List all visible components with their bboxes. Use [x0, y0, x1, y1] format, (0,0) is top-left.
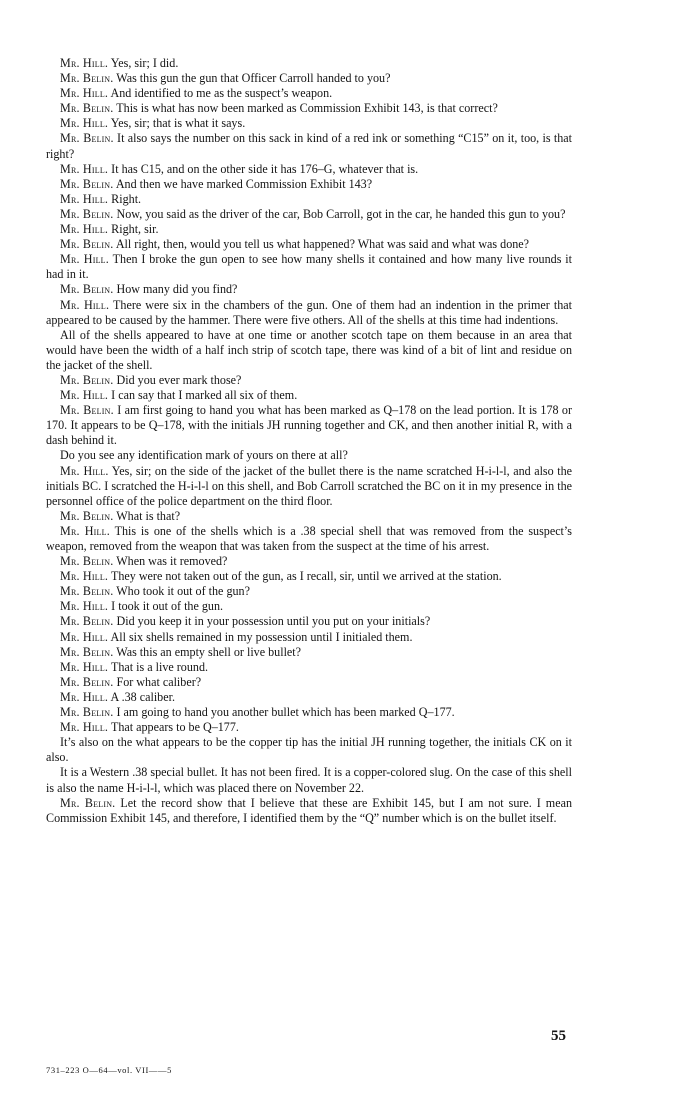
- paragraph-text: Yes, sir; I did.: [110, 56, 179, 70]
- transcript-paragraph: [46, 735, 572, 765]
- paragraph-text: Who took it out of the gun?: [116, 584, 250, 599]
- transcript-paragraph: [46, 614, 572, 629]
- speaker-name: Mr. Belin.: [60, 795, 116, 810]
- transcript-paragraph: [46, 448, 572, 463]
- speaker-name: Mr. Belin.: [60, 614, 114, 629]
- transcript-paragraph: [46, 645, 572, 660]
- transcript-paragraph: [46, 509, 572, 524]
- speaker-name: Mr. Hill.: [60, 629, 109, 644]
- speaker-name: Mr. Hill.: [60, 297, 110, 312]
- transcript-paragraph: [46, 630, 572, 645]
- paragraph-text: Right, sir.: [111, 222, 159, 237]
- paragraph-text: And identified to me as the suspect’s weapon.: [110, 86, 333, 101]
- speaker-name: Mr. Hill.: [60, 569, 109, 584]
- speaker-name: Mr. Hill.: [60, 388, 109, 403]
- paragraph-text: All of the shells appeared to have at one time or another scotch tape on them because in an area that would have been the width of a half inch strip of scotch tape, there was kind of a bit of lint and residue on the jacket of the shell.: [46, 327, 572, 372]
- paragraph-text: I am first going to hand you what has been marked as Q–178 on the lead portion. It is 178 or 170. It appears to be Q–178, with the initials JH running together and CK, and then another initial R, with a dash behind it.: [46, 403, 572, 448]
- transcript-paragraph: [46, 765, 572, 795]
- speaker-name: Mr. Belin.: [60, 71, 114, 86]
- paragraph-text: That is a live round.: [110, 659, 209, 674]
- transcript-paragraph: [46, 71, 572, 86]
- paragraph-text: What is that?: [116, 508, 181, 523]
- transcript-paragraph: [46, 56, 572, 71]
- transcript-paragraph: [46, 86, 572, 101]
- speaker-name: Mr. Belin.: [60, 282, 114, 297]
- speaker-name: Mr. Belin.: [60, 101, 114, 116]
- speaker-name: Mr. Hill.: [60, 659, 109, 674]
- speaker-name: Mr. Belin.: [60, 131, 114, 146]
- paragraph-text: I took it out of the gun.: [111, 599, 224, 614]
- paragraph-text: Right.: [111, 191, 142, 206]
- transcript-paragraph: [46, 464, 572, 509]
- transcript-paragraph: [46, 177, 572, 192]
- transcript-paragraph: [46, 796, 572, 826]
- paragraph-text: I am going to hand you another bullet which has been marked Q–177.: [116, 705, 455, 720]
- transcript-paragraph: [46, 584, 572, 599]
- speaker-name: Mr. Hill.: [60, 161, 109, 176]
- paragraph-text: This is what has now been marked as Commission Exhibit 143, is that correct?: [116, 101, 498, 116]
- paragraph-text: Did you keep it in your possession until you put on your initials?: [116, 614, 431, 629]
- transcript-paragraph: [46, 222, 572, 237]
- paragraph-text: They were not taken out of the gun, as I recall, sir, until we arrived at the station.: [110, 569, 502, 584]
- paragraph-text: Yes, sir; that is what it says.: [110, 116, 246, 131]
- speaker-name: Mr. Belin.: [60, 554, 114, 569]
- speaker-name: Mr. Hill.: [60, 252, 109, 267]
- speaker-name: Mr. Belin.: [60, 584, 114, 599]
- speaker-name: Mr. Hill.: [60, 191, 109, 206]
- page-number: 55: [551, 1028, 566, 1044]
- speaker-name: Mr. Belin.: [60, 705, 114, 720]
- speaker-name: Mr. Belin.: [60, 403, 114, 418]
- paragraph-text: For what caliber?: [116, 674, 202, 689]
- speaker-name: Mr. Hill.: [60, 56, 109, 70]
- transcript-paragraph: [46, 599, 572, 614]
- speaker-name: Mr. Hill.: [60, 599, 109, 614]
- speaker-name: Mr. Belin.: [60, 372, 114, 387]
- paragraph-text: I can say that I marked all six of them.: [111, 388, 298, 403]
- transcript-paragraph: [46, 720, 572, 735]
- transcript-paragraph: [46, 192, 572, 207]
- speaker-name: Mr. Belin.: [60, 644, 114, 659]
- transcript-paragraph: [46, 282, 572, 297]
- speaker-name: Mr. Belin.: [60, 674, 114, 689]
- transcript-paragraph: [46, 569, 572, 584]
- paragraph-text: It also says the number on this sack in kind of a red ink or something “C15” on it, too, is that right?: [46, 131, 572, 161]
- transcript-paragraph: [46, 554, 572, 569]
- transcript-paragraph: [46, 162, 572, 177]
- speaker-name: Mr. Belin.: [60, 237, 114, 252]
- speaker-name: Mr. Hill.: [60, 86, 109, 101]
- transcript-paragraph: [46, 252, 572, 282]
- paragraph-text: Yes, sir; on the side of the jacket of the bullet there is the name scratched H-i-l-l, and also the initials BC. I scratched the H-i-l-l on this shell, and Bob Carroll scratched the BC on it in my presence in the personnel office of the police department on the third floor.: [46, 463, 572, 508]
- transcript-paragraph: [46, 524, 572, 554]
- transcript-paragraph: [46, 328, 572, 373]
- paragraph-text: It is a Western .38 special bullet. It has not been fired. It is a copper-colored slug. On the case of this shell is also the name H-i-l-l, which was placed there on November 22.: [46, 765, 572, 795]
- paragraph-text: It has C15, and on the other side it has 176–G, whatever that is.: [111, 161, 419, 176]
- paragraph-text: Was this gun the gun that Officer Carroll handed to you?: [116, 71, 391, 86]
- transcript-paragraph: [46, 237, 572, 252]
- transcript-paragraph: [46, 705, 572, 720]
- transcript-paragraph: [46, 116, 572, 131]
- speaker-name: Mr. Belin.: [60, 176, 114, 191]
- paragraph-text: That appears to be Q–177.: [110, 720, 239, 735]
- transcript-paragraph: [46, 675, 572, 690]
- transcript-paragraph: [46, 101, 572, 116]
- transcript-paragraph: [46, 388, 572, 403]
- transcript-paragraph: [46, 403, 572, 448]
- speaker-name: Mr. Belin.: [60, 508, 114, 523]
- paragraph-text: When was it removed?: [116, 554, 228, 569]
- paragraph-text: And then we have marked Commission Exhibit 143?: [115, 176, 373, 191]
- paragraph-text: All six shells remained in my possession until I initialed them.: [110, 629, 413, 644]
- paragraph-text: All right, then, would you tell us what happened? What was said and what was done?: [115, 237, 530, 252]
- speaker-name: Mr. Hill.: [60, 720, 109, 735]
- transcript-paragraph: [46, 690, 572, 705]
- speaker-name: Mr. Hill.: [60, 116, 109, 131]
- paragraph-text: Now, you said as the driver of the car, Bob Carroll, got in the car, he handed this gun to you?: [116, 206, 566, 221]
- transcript-paragraph: [46, 298, 572, 328]
- paragraph-text: How many did you find?: [116, 282, 238, 297]
- transcript-paragraph: [46, 131, 572, 161]
- paragraph-text: A .38 caliber.: [110, 689, 175, 704]
- speaker-name: Mr. Belin.: [60, 206, 114, 221]
- paragraph-text: It’s also on the what appears to be the copper tip has the initial JH running together, the initials CK on it also.: [46, 735, 572, 765]
- speaker-name: Mr. Hill.: [60, 222, 109, 237]
- paragraph-text: Was this an empty shell or live bullet?: [116, 644, 302, 659]
- transcript-paragraph: [46, 373, 572, 388]
- paragraph-text: Then I broke the gun open to see how many shells it contained and how many live rounds it had in it.: [46, 252, 572, 282]
- footer-print-code: 731–223 O—64—vol. VII——5: [46, 1065, 172, 1075]
- transcript-paragraph: [46, 660, 572, 675]
- speaker-name: Mr. Hill.: [60, 523, 110, 538]
- speaker-name: Mr. Hill.: [60, 463, 109, 478]
- speaker-name: Mr. Hill.: [60, 689, 109, 704]
- paragraph-text: There were six in the chambers of the gun. One of them had an indention in the primer that appeared to be caused by the hammer. There were five others. All of the shells at this time had indentions.: [46, 297, 572, 327]
- paragraph-text: Did you ever mark those?: [116, 372, 242, 387]
- transcript-paragraph: [46, 207, 572, 222]
- transcript-body: [46, 56, 572, 826]
- paragraph-text: Let the record show that I believe that these are Exhibit 145, but I am not sure. I mean Commission Exhibit 145, and therefore, I identified them by the “Q” number which is on the bullet itself.: [46, 795, 572, 825]
- paragraph-text: This is one of the shells which is a .38 special shell that was removed from the suspect’s weapon, removed from the weapon that was taken from the suspect at the time of his arrest.: [46, 523, 572, 553]
- paragraph-text: Do you see any identification mark of yours on there at all?: [60, 448, 348, 463]
